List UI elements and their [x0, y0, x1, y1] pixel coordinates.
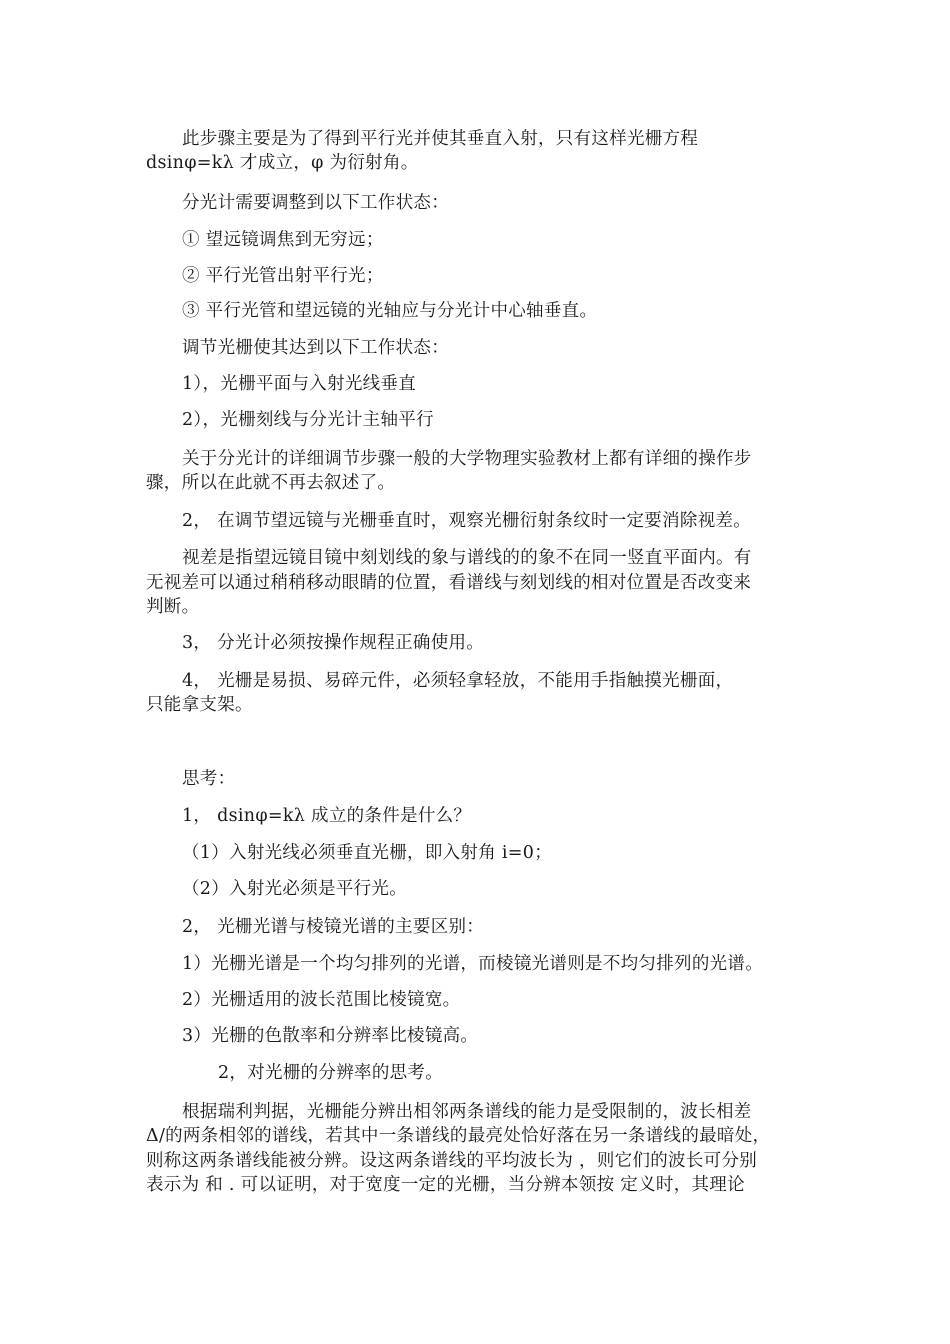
answer-line: 2）光栅适用的波长范围比棱镜宽。: [182, 990, 461, 1010]
paragraph-line: 关于分光计的详细调节步骤一般的大学物理实验教材上都有详细的操作步: [182, 449, 752, 469]
paragraph-line: 3， 分光计必须按操作规程正确使用。: [182, 633, 485, 653]
paragraph-line: 表示为 和 . 可以证明，对于宽度一定的光栅，当分辨本领按 定义时，其理论: [146, 1175, 745, 1195]
paragraph-line: 2， 在调节望远镜与光栅垂直时，观察光栅衍射条纹时一定要消除视差。: [182, 511, 752, 531]
paragraph-line: 无视差可以通过稍稍移动眼睛的位置，看谱线与刻划线的相对位置是否改变来: [146, 573, 752, 593]
paragraph-line: 分光计需要调整到以下工作状态：: [182, 193, 449, 213]
list-item: ③ 平行光管和望远镜的光轴应与分光计中心轴垂直。: [182, 301, 598, 321]
answer-line: （1）入射光线必须垂直光栅，即入射角 i=0；: [182, 843, 552, 863]
paragraph-line: dsinφ=kλ 才成立，φ 为衍射角。: [146, 153, 419, 173]
paragraph-line: 判断。: [146, 597, 200, 617]
answer-line: 1）光栅光谱是一个均匀排列的光谱，而棱镜光谱则是不均匀排列的光谱。: [182, 954, 764, 974]
question-line: 1， dsinφ=kλ 成立的条件是什么？: [182, 806, 472, 826]
paragraph-line: 4， 光栅是易损、易碎元件，必须轻拿轻放，不能用手指触摸光栅面，: [182, 671, 734, 691]
paragraph-line: 骤，所以在此就不再去叙述了。: [146, 473, 396, 493]
paragraph-line: 则称这两条谱线能被分辨。设这两条谱线的平均波长为 ，则它们的波长可分别: [146, 1151, 758, 1171]
paragraph-line: Δ/的两条相邻的谱线，若其中一条谱线的最亮处恰好落在另一条谱线的最暗处，: [146, 1126, 771, 1146]
list-item: 1），光栅平面与入射光线垂直: [182, 374, 417, 394]
paragraph-line: 根据瑞利判据，光栅能分辨出相邻两条谱线的能力是受限制的，波长相差: [182, 1102, 752, 1122]
paragraph-line: 调节光栅使其达到以下工作状态：: [182, 338, 449, 358]
paragraph-line: 视差是指望远镜目镜中刻划线的象与谱线的的象不在同一竖直平面内。有: [182, 548, 752, 568]
list-item: ① 望远镜调焦到无穷远；: [182, 230, 384, 250]
section-heading: 思考：: [182, 769, 236, 789]
question-line: 2，对光栅的分辨率的思考。: [218, 1063, 444, 1083]
question-line: 2， 光栅光谱与棱镜光谱的主要区别：: [182, 917, 485, 937]
list-item: 2），光栅刻线与分光计主轴平行: [182, 410, 434, 430]
paragraph-line: 只能拿支架。: [146, 695, 253, 715]
paragraph-line: 此步骤主要是为了得到平行光并使其垂直入射，只有这样光栅方程: [182, 129, 699, 149]
list-item: ② 平行光管出射平行光；: [182, 266, 384, 286]
answer-line: （2）入射光必须是平行光。: [182, 879, 408, 899]
answer-line: 3）光栅的色散率和分辨率比棱镜高。: [182, 1026, 479, 1046]
